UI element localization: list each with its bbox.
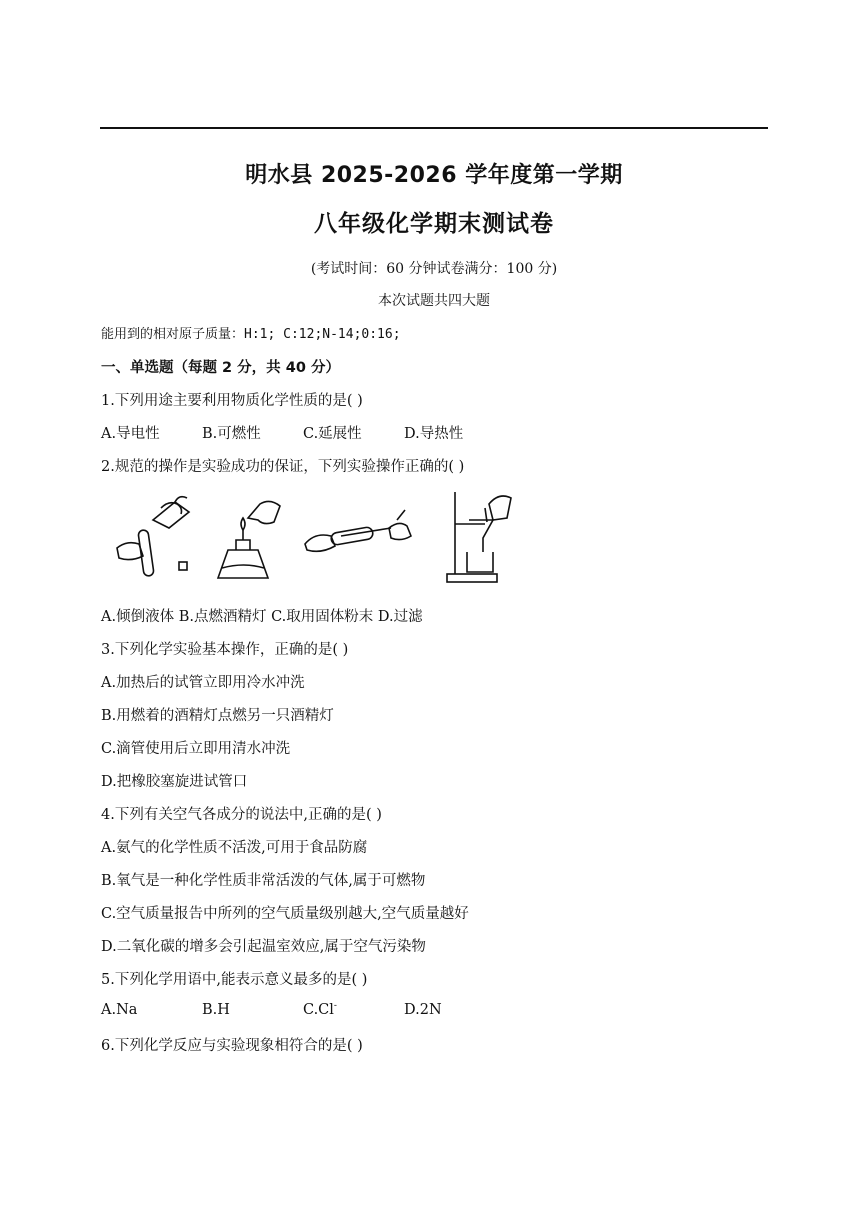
option-d: D.导热性 — [404, 426, 464, 442]
question-options — [101, 422, 463, 443]
option-c-text: C.Cl — [303, 1001, 334, 1018]
question-stem: 5.下列化学用语中,能表示意义最多的是( ) — [101, 972, 368, 988]
question-stem: 3.下列化学实验基本操作，正确的是( ) — [101, 642, 349, 658]
option-a: A.Na — [101, 1001, 138, 1018]
option-c: C.滴管使用后立即用清水冲洗 — [101, 741, 291, 757]
question-options-line: A.倾倒液体 B.点燃酒精灯 C.取用固体粉末 D.过滤 — [101, 609, 423, 625]
lab-operation-figures — [113, 490, 523, 585]
option-d: D.2N — [404, 1001, 442, 1018]
question-stem: 2.规范的操作是实验成功的保证，下列实验操作正确的( ) — [101, 459, 465, 475]
exam-title-line1: 明水县 2025-2026 学年度第一学期 — [245, 163, 623, 188]
filtration-figure — [443, 490, 523, 585]
option-d: D.二氧化碳的增多会引起温室效应,属于空气污染物 — [101, 939, 426, 955]
atomic-masses: 能用到的相对原子质量：H:1; C:12;N-14;0:16; — [101, 327, 401, 342]
question-options — [101, 1001, 442, 1018]
option-a: A.导电性 — [101, 426, 160, 442]
solid-powder-figure — [301, 490, 416, 585]
section-heading: 一、单选题（每题 2 分，共 40 分） — [101, 360, 340, 376]
exam-title-line2: 八年级化学期末测试卷 — [314, 211, 554, 237]
option-c: C.空气质量报告中所列的空气质量级别越大,空气质量越好 — [101, 906, 469, 922]
option-b: B.可燃性 — [202, 426, 261, 442]
option-b: B.氧气是一种化学性质非常活泼的气体,属于可燃物 — [101, 873, 426, 889]
top-rule — [100, 127, 768, 129]
charge-superscript: - — [333, 1001, 337, 1011]
option-c — [303, 1001, 404, 1018]
option-c: C.延展性 — [303, 426, 362, 442]
question-stem: 6.下列化学反应与实验现象相符合的是( ) — [101, 1038, 363, 1054]
exam-info: (考试时间：60 分钟试卷满分：100 分) — [310, 261, 558, 277]
pouring-liquid-figure — [113, 490, 193, 585]
option-b: B.用燃着的酒精灯点燃另一只酒精灯 — [101, 708, 334, 724]
option-b: B.H — [202, 1001, 230, 1018]
alcohol-lamp-figure — [208, 490, 288, 585]
question-stem: 1.下列用途主要利用物质化学性质的是( ) — [101, 393, 363, 409]
option-d: D.把橡胶塞旋进试管口 — [101, 774, 248, 790]
question-stem: 4.下列有关空气各成分的说法中,正确的是( ) — [101, 807, 382, 823]
option-a: A.氨气的化学性质不活泼,可用于食品防腐 — [101, 840, 368, 856]
option-a: A.加热后的试管立即用冷水冲洗 — [101, 675, 305, 691]
question-count: 本次试题共四大题 — [378, 293, 490, 309]
